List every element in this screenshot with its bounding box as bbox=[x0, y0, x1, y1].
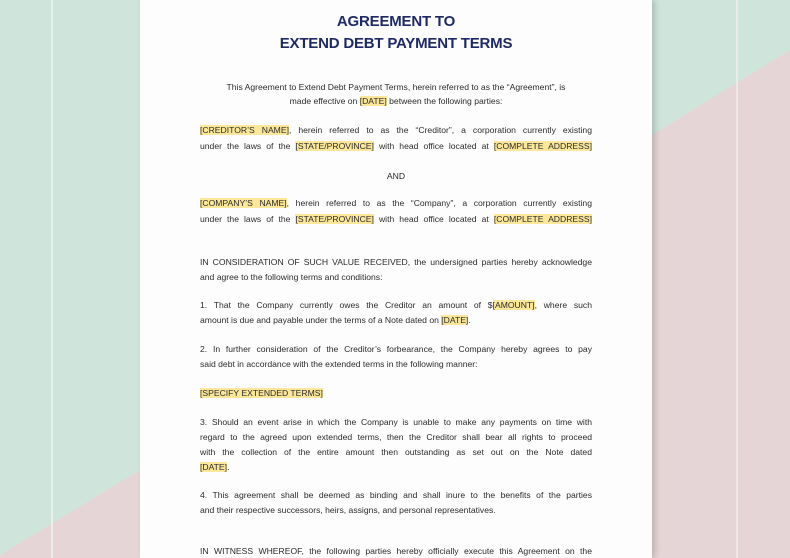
text-segment: AND bbox=[386, 171, 406, 181]
text-segment: regard to the agreed upon extended terms, then the Creditor shall bear all rights to proceed bbox=[200, 432, 592, 442]
text-segment: 1. That the Company currently owes the Creditor an amount of $ bbox=[200, 300, 493, 310]
text-segment: . bbox=[227, 462, 230, 472]
text-segment: between the following parties: bbox=[386, 96, 503, 106]
placeholder-field: [AMOUNT] bbox=[492, 300, 535, 310]
text-segment: 2. In further consideration of the Creditor’s forbearance, the Company hereby agrees to pay bbox=[200, 344, 592, 354]
text-segment: said debt in accordance with the extended terms in the following manner: bbox=[200, 359, 478, 369]
placeholder-field: [SPECIFY EXTENDED TERMS] bbox=[200, 388, 323, 398]
placeholder-field: [COMPANY’S NAME] bbox=[200, 198, 287, 208]
pink-region-right bbox=[652, 50, 790, 558]
text-segment: with head office located at bbox=[373, 214, 494, 224]
text-segment: amount is due and payable under the terms of a Note dated on bbox=[200, 315, 442, 325]
placeholder-field: [STATE/PROVINCE] bbox=[295, 141, 374, 151]
document-title-line-2: EXTEND DEBT PAYMENT TERMS bbox=[279, 35, 513, 52]
text-segment: 3. Should an event arise in which the Company is unable to make any payments on time with bbox=[200, 417, 592, 427]
text-segment: with the collection of the entire amount then outstanding as set out on the Note dated bbox=[200, 447, 592, 457]
text-segment: under the laws of the bbox=[200, 214, 296, 224]
document-line bbox=[200, 489, 592, 501]
text-segment: This Agreement to Extend Debt Payment Terms, herein referred to as the “Agreement”, is bbox=[226, 82, 566, 92]
document-line bbox=[200, 140, 592, 152]
document-line bbox=[200, 504, 592, 516]
text-segment: , herein referred to as the “Creditor”, a corporation currently existing bbox=[288, 125, 592, 135]
text-segment: and their respective successors, heirs, assigns, and personal representatives. bbox=[200, 505, 496, 515]
text-segment: . bbox=[468, 315, 471, 325]
document-line bbox=[200, 416, 592, 428]
text-segment: IN CONSIDERATION OF SUCH VALUE RECEIVED, the undersigned parties hereby acknowledge bbox=[200, 257, 592, 267]
text-segment: under the laws of the bbox=[200, 141, 296, 151]
placeholder-field: [COMPLETE ADDRESS] bbox=[493, 141, 593, 151]
document-line bbox=[200, 358, 592, 370]
text-segment: IN WITNESS WHEREOF, the following parties hereby officially execute this Agreement on the bbox=[200, 546, 592, 556]
text-segment: 4. This agreement shall be deemed as binding and shall inure to the benefits of the parties bbox=[200, 490, 592, 500]
document-line bbox=[200, 124, 592, 136]
document-line bbox=[200, 387, 592, 399]
document-line bbox=[200, 299, 592, 311]
document-line bbox=[200, 271, 592, 283]
placeholder-field: [DATE] bbox=[200, 462, 228, 472]
document-line bbox=[200, 256, 592, 268]
document-line bbox=[207, 95, 585, 107]
text-segment: , herein referred to as the “Company”, a corporation currently existing bbox=[286, 198, 592, 208]
document-line bbox=[200, 314, 592, 326]
document-line bbox=[200, 431, 592, 443]
placeholder-field: [DATE] bbox=[441, 315, 469, 325]
placeholder-field: [STATE/PROVINCE] bbox=[295, 214, 374, 224]
document-line bbox=[200, 446, 592, 458]
placeholder-field: [COMPLETE ADDRESS] bbox=[493, 214, 593, 224]
placeholder-field: [CREDITOR’S NAME] bbox=[200, 125, 289, 135]
document-page bbox=[140, 0, 652, 558]
text-segment: and agree to the following terms and conditions: bbox=[200, 272, 383, 282]
document-line bbox=[200, 213, 592, 225]
document-line bbox=[200, 170, 592, 182]
placeholder-field: [DATE] bbox=[359, 96, 387, 106]
text-segment: made effective on bbox=[289, 96, 360, 106]
document-line bbox=[200, 343, 592, 355]
text-segment: with head office located at bbox=[373, 141, 494, 151]
document-title-line-1: AGREEMENT TO bbox=[336, 13, 456, 30]
document-line bbox=[207, 81, 585, 93]
text-segment: , where such bbox=[534, 300, 592, 310]
document-line bbox=[200, 461, 592, 473]
document-line bbox=[200, 197, 592, 209]
document-line bbox=[200, 545, 592, 557]
